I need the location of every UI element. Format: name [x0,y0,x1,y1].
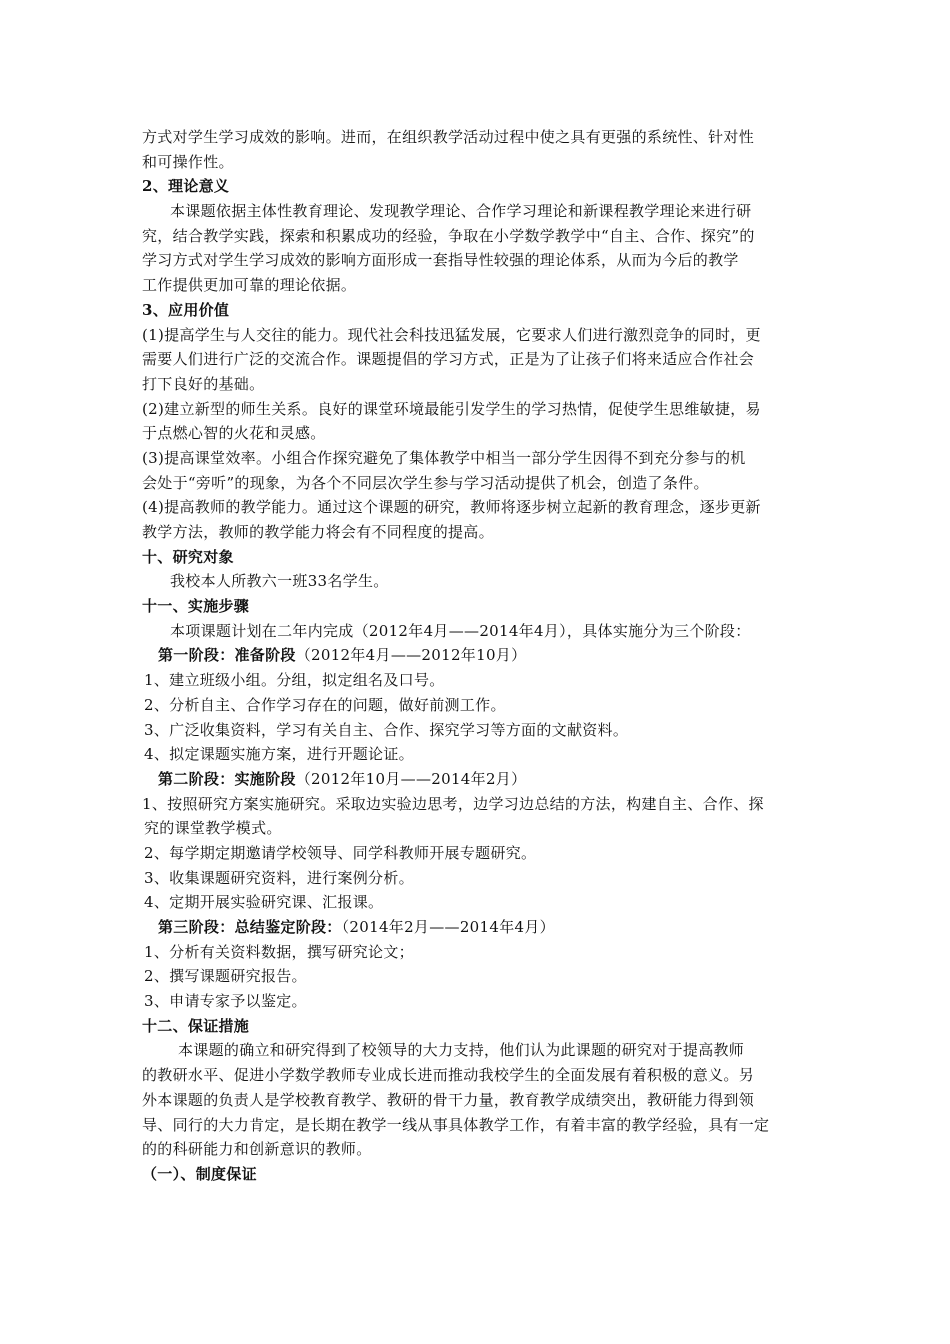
paragraph-line: 学习方式对学生学习成效的影响方面形成一套指导性较强的理论体系，从而为今后的教学 [142,251,739,270]
list-item: 4、拟定课题实施方案，进行开题论证。 [144,745,414,764]
stage-title: 第三阶段：总结鉴定阶段： [158,918,342,936]
list-item: 1、按照研究方案实施研究。采取边实验边思考，边学习边总结的方法，构建自主、合作、探 [142,794,764,813]
paragraph-line: 方式对学生学习成效的影响。进而，在组织教学活动过程中使之具有更强的系统性、针对性 [142,128,755,146]
list-item: 3、申请专家予以鉴定。 [144,992,307,1011]
subsection-heading-system: （一）、制度保证 [142,1164,257,1183]
paragraph-line: 我校本人所教六一班33名学生。 [170,572,389,591]
section-heading-theory: 2、理论意义 [142,177,230,196]
paragraph-line: 会处于“旁听”的现象，为各个不同层次学生参与学习活动提供了机会，创造了条件。 [142,473,709,492]
paragraph-line: (1)提高学生与人交往的能力。现代社会科技迅猛发展，它要求人们进行激烈竞争的同时，更 [142,325,761,344]
document-body [142,125,810,1187]
list-item: 2、每学期定期邀请学校领导、同学科教师开展专题研究。 [144,843,537,862]
list-item: 究的课堂教学模式。 [144,819,282,838]
paragraph-line: 工作提供更加可靠的理论依据。 [142,276,357,295]
stage-heading-1 [142,643,810,668]
paragraph-line: 导、同行的大力肯定，是长期在教学一线从事具体教学工作，有着丰富的教学经验，具有一定 [142,1115,770,1134]
paragraph-line: 的的科研能力和创新意识的教师。 [142,1140,372,1159]
paragraph-line: 外本课题的负责人是学校教育教学、教研的骨干力量，教育教学成绩突出，教研能力得到领 [142,1090,755,1109]
stage-title: 第二阶段：实施阶段 [158,769,296,788]
stage-date: （2012年10月——2014年2月） [295,769,527,788]
paragraph-line: (2)建立新型的师生关系。良好的课堂环境最能引发学生的学习热情，促使学生思维敏捷，易 [142,399,761,418]
list-item: 2、分析自主、合作学习存在的问题，做好前测工作。 [144,695,506,714]
paragraph-line: 教学方法，教师的教学能力将会有不同程度的提高。 [142,523,494,541]
section-heading-steps: 十一、实施步骤 [142,597,250,616]
paragraph-line: (3)提高课堂效率。小组合作探究避免了集体教学中相当一部分学生因得不到充分参与的机 [142,448,746,467]
paragraph-line: 究，结合教学实践，探索和积累成功的经验，争取在小学数学教学中“自主、合作、探究”的 [142,226,755,245]
section-heading-research-object: 十、研究对象 [142,547,234,566]
paragraph-line: 本项课题计划在二年内完成（2012年4月——2014年4月），具体实施分为三个阶段： [170,621,751,640]
paragraph-line: 的教研水平、促进小学数学教师专业成长进而推动我校学生的全面发展有着积极的意义。另 [142,1066,755,1085]
paragraph-line: (4)提高教师的教学能力。通过这个课题的研究，教师将逐步树立起新的教育理念，逐步更新 [142,498,761,517]
list-item: 3、收集课题研究资料，进行案例分析。 [144,868,414,887]
paragraph-line: 打下良好的基础。 [142,374,265,393]
list-item: 2、撰写课题研究报告。 [144,967,307,986]
stage-date: （2012年4月——2012年10月） [295,646,527,665]
list-item: 1、分析有关资料数据，撰写研究论文； [144,942,414,961]
stage-title: 第一阶段：准备阶段 [158,646,296,665]
stage-date: （2014年2月——2014年4月） [341,918,555,936]
stage-heading-3 [142,915,810,940]
stage-heading-2 [142,767,810,792]
section-heading-guarantee: 十二、保证措施 [142,1016,250,1035]
paragraph-line: 于点燃心智的火花和灵感。 [142,424,326,443]
paragraph-line: 本课题依据主体性教育理论、发现教学理论、合作学习理论和新课程教学理论来进行研 [170,202,752,221]
paragraph-line: 需要人们进行广泛的交流合作。课题提倡的学习方式，正是为了让孩子们将来适应合作社会 [142,350,755,369]
section-heading-application: 3、应用价值 [142,300,230,319]
list-item: 1、建立班级小组。分组，拟定组名及口号。 [144,671,445,690]
list-item: 3、广泛收集资料，学习有关自主、合作、探究学习等方面的文献资料。 [144,720,629,739]
list-item: 4、定期开展实验研究课、汇报课。 [144,893,384,912]
paragraph-line: 本课题的确立和研究得到了校领导的大力支持，他们认为此课题的研究对于提高教师 [178,1041,745,1060]
paragraph-line: 和可操作性。 [142,152,234,171]
